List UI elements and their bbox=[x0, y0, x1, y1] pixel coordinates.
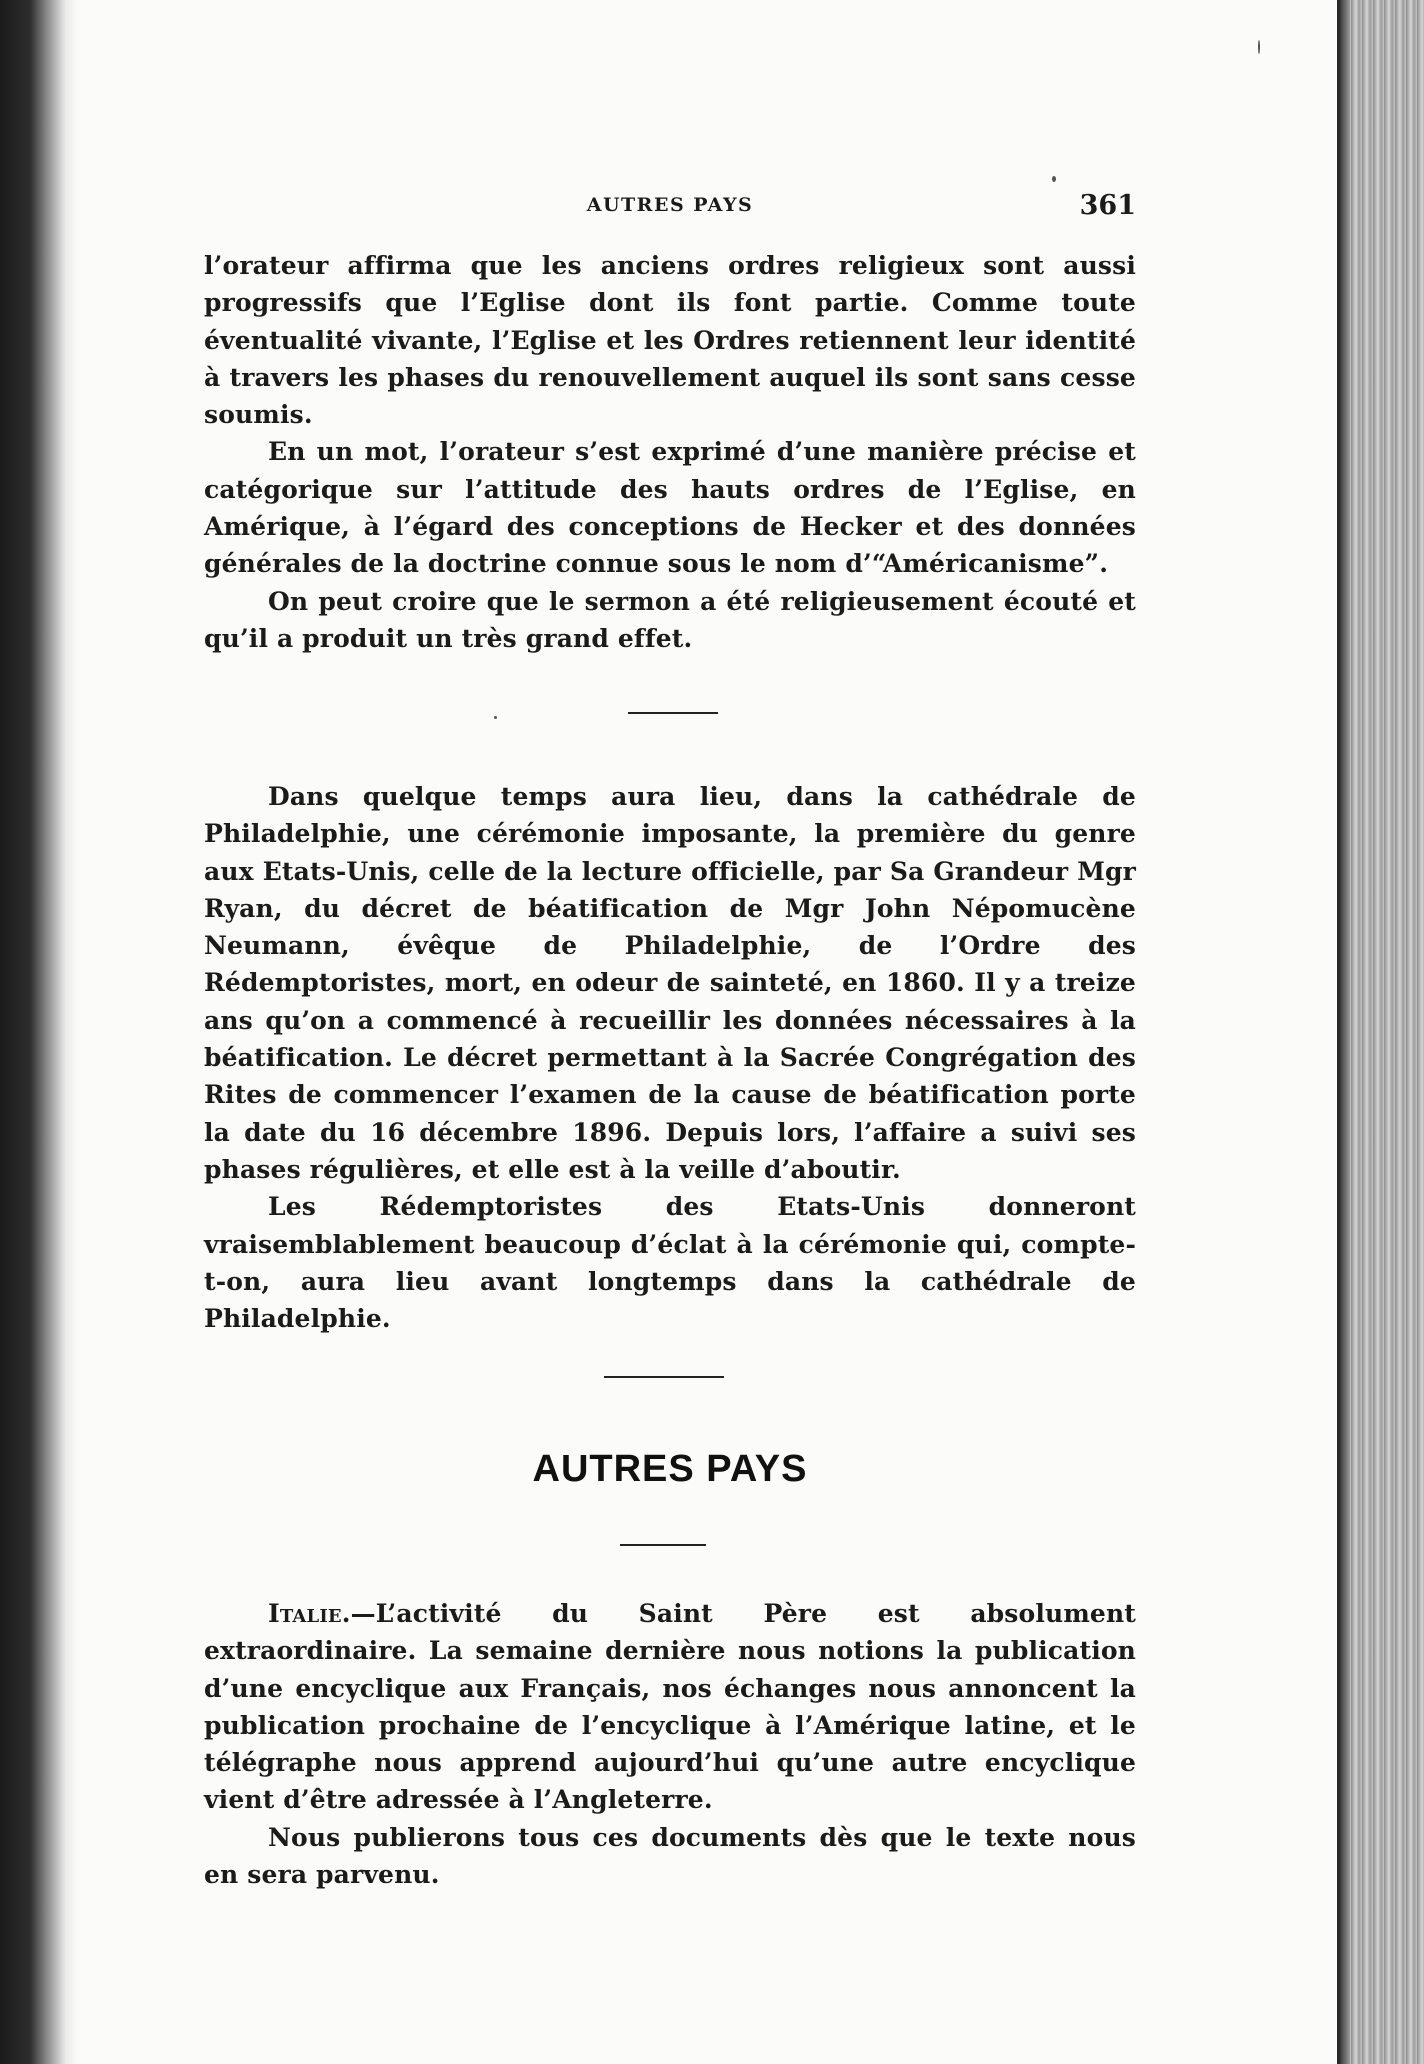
paper-speck bbox=[494, 716, 497, 719]
paragraph: Nous publierons tous ces documents dès que le texte nous en sera parvenu. bbox=[204, 1822, 1136, 1890]
article-continuation bbox=[204, 247, 1136, 657]
section-body bbox=[204, 1595, 1136, 1893]
page-gutter-shadow bbox=[0, 0, 78, 2064]
country-lead: Italie. bbox=[268, 1599, 351, 1628]
section-heading: AUTRES PAYS bbox=[532, 1448, 808, 1490]
paragraph: l’orateur affirma que les anciens ordres religieux sont aussi progressifs que l’Eglise dont ils font partie. Comme toute éventualité vivante, l’Eglise et les Ordres retiennent leur identité à travers les phases du renouvellement auquel ils sont sans cesse soumis. bbox=[204, 251, 1136, 430]
paragraph: On peut croire que le sermon a été religieusement écouté et qu’il a produit un très grand effet. bbox=[204, 586, 1136, 653]
page-header bbox=[204, 190, 1136, 230]
separator-rule bbox=[604, 1376, 724, 1378]
page-number: 361 bbox=[1079, 190, 1136, 221]
paragraph-text: —L’activité du Saint Père est absolument extraordinaire. La semaine dernière nous notions la publication d’une encyclique aux Français, nos échanges nous annoncent la publication prochaine de l’encyclique à l’Amérique latine, et le télégraphe nous apprend aujourd’hui qu’une autre encyclique vient d’être adressée à l’Angleterre. bbox=[204, 1599, 1136, 1815]
paragraph bbox=[204, 1595, 1136, 1819]
philadelphia-article bbox=[204, 778, 1136, 1337]
running-title: AUTRES PAYS bbox=[586, 194, 754, 216]
paper-speck bbox=[1258, 40, 1260, 54]
book-page-edges bbox=[1337, 0, 1424, 2064]
separator-rule bbox=[620, 1544, 706, 1546]
paragraph: Les Rédemptoristes des Etats-Unis donneront vraisemblablement beaucoup d’éclat à la cérémonie qui, compte-t-on, aura lieu avant longtemps dans la cathédrale de Philadelphie. bbox=[204, 1192, 1136, 1334]
paper-speck bbox=[1052, 176, 1056, 182]
paragraph: Dans quelque temps aura lieu, dans la cathédrale de Philadelphie, une cérémonie imposante, la première du genre aux Etats-Unis, celle de la lecture officielle, par Sa Grandeur Mgr Ryan, du décret de béatification de Mgr John Népomucène Neumann, évêque de Philadelphie, de l’Ordre des Rédemptoristes, mort, en odeur de sainteté, en 1860. Il y a treize ans qu’on a commencé à recueillir les données nécessaires à la béatification. Le décret permettant à la Sacrée Congrégation des Rites de commencer l’examen de la cause de béatification porte la date du 16 décembre 1896. Depuis lors, l’affaire a suivi ses phases régulières, et elle est à la veille d’aboutir. bbox=[204, 782, 1136, 1184]
separator-rule bbox=[628, 712, 718, 714]
paragraph: En un mot, l’orateur s’est exprimé d’une manière précise et catégorique sur l’attitude des hauts ordres de l’Eglise, en Amérique, à l’égard des conceptions de Hecker et des données générales de la doctrine connue sous le nom d’“Américanisme”. bbox=[204, 437, 1136, 579]
